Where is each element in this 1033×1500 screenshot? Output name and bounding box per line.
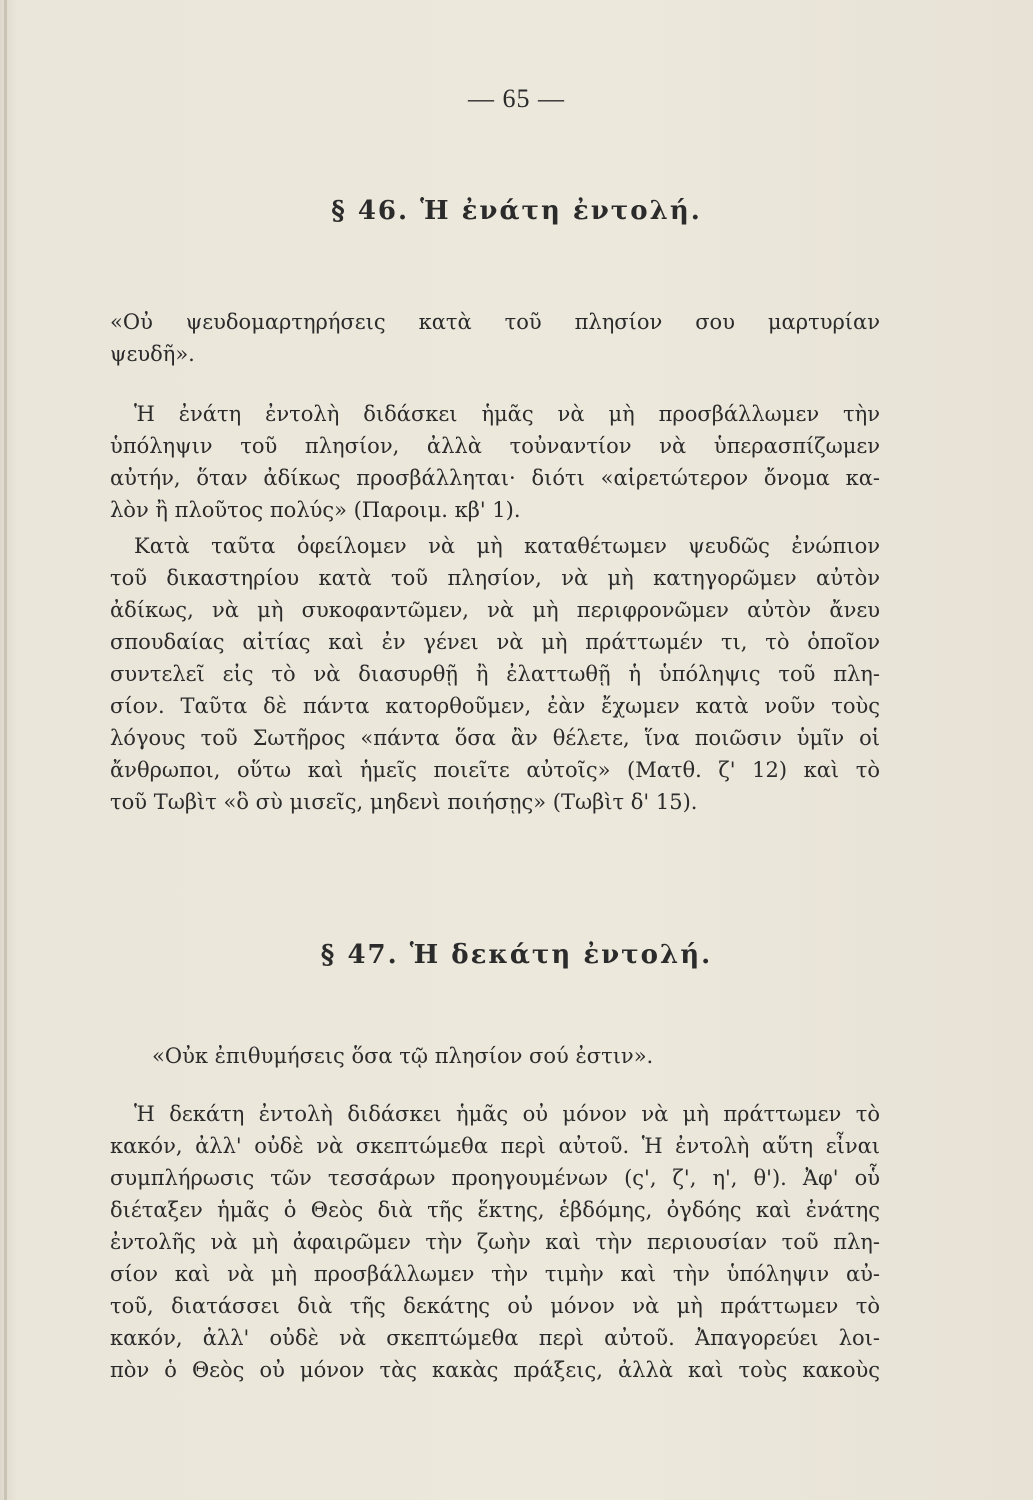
text-line: λόγους τοῦ Σωτῆρος «πάντα ὅσα ἂν θέλετε, ἵνα ποιῶσιν ὑμῖν οἱ — [110, 726, 880, 750]
text-line: ψευδῆ». — [110, 342, 195, 366]
text-line: σίον. Ταῦτα δὲ πάντα κατορθοῦμεν, ἐὰν ἔχωμεν κατὰ νοῦν τοὺς — [110, 694, 880, 718]
text-line: τοῦ Τωβὶτ «ὃ σὺ μισεῖς, μηδενὶ ποιήσῃς» (Τωβὶτ δ' 15). — [110, 790, 698, 814]
text-line: «Οὐ ψευδομαρτηρήσεις κατὰ τοῦ πλησίον σου μαρτυρίαν — [110, 310, 880, 334]
text-line: ἄνθρωποι, οὕτω καὶ ἡμεῖς ποιεῖτε αὐτοῖς» (Ματθ. ζ' 12) καὶ τὸ — [110, 758, 880, 782]
text-line: ἀδίκως, νὰ μὴ συκοφαντῶμεν, νὰ μὴ περιφρονῶμεν αὐτὸν ἄνευ — [110, 598, 880, 622]
text-line: Ἡ ἐνάτη ἐντολὴ διδάσκει ἡμᾶς νὰ μὴ προσβάλλωμεν τὴν — [134, 402, 880, 426]
text-line: κακόν, ἀλλ' οὐδὲ νὰ σκεπτώμεθα περὶ αὐτοῦ. Ἡ ἐντολὴ αὕτη εἶναι — [110, 1134, 880, 1158]
section-47-quote — [110, 1040, 880, 1072]
text-line: σίον καὶ νὰ μὴ προσβάλλωμεν τὴν τιμὴν καὶ τὴν ὑπόληψιν αὐ- — [110, 1262, 880, 1286]
section-47-paragraph-1 — [110, 1098, 880, 1386]
text-line: κακόν, ἀλλ' οὐδὲ νὰ σκεπτώμεθα περὶ αὐτοῦ. Ἀπαγορεύει λοι- — [110, 1326, 880, 1350]
text-line: ὑπόληψιν τοῦ πλησίον, ἀλλὰ τοὐναντίον νὰ ὑπερασπίζωμεν — [110, 434, 880, 458]
text-line: ἐντολῆς νὰ μὴ ἀφαιρῶμεν τὴν ζωὴν καὶ τὴν περιουσίαν τοῦ πλη- — [110, 1230, 880, 1254]
section-47-heading: § 47. Ἡ δεκάτη ἐντολή. — [320, 940, 713, 970]
text-line: τοῦ δικαστηρίου κατὰ τοῦ πλησίον, νὰ μὴ κατηγορῶμεν αὐτὸν — [110, 566, 880, 590]
text-line: συντελεῖ εἰς τὸ νὰ διασυρθῇ ἢ ἐλαττωθῇ ἡ ὑπόληψις τοῦ πλη- — [110, 662, 880, 686]
section-46-heading: § 46. Ἡ ἐνάτη ἐντολή. — [331, 196, 702, 226]
text-line: λὸν ἢ πλοῦτος πολύς» (Παροιμ. κβ' 1). — [110, 498, 521, 522]
text-line: αὐτήν, ὅταν ἀδίκως προσβάλληται· διότι «αἱρετώτερον ὄνομα κα- — [110, 466, 880, 490]
text-line: τοῦ, διατάσσει διὰ τῆς δεκάτης οὐ μόνον νὰ μὴ πράττωμεν τὸ — [110, 1294, 880, 1318]
text-line: συμπλήρωσις τῶν τεσσάρων προηγουμένων (ς', ζ', η', θ'). Ἀφ' οὗ — [110, 1166, 880, 1190]
section-46-paragraph-2 — [110, 530, 880, 818]
text-line: πὸν ὁ Θεὸς οὐ μόνον τὰς κακὰς πράξεις, ἀλλὰ καὶ τοὺς κακοὺς — [110, 1358, 880, 1382]
text-line: Ἡ δεκάτη ἐντολὴ διδάσκει ἡμᾶς οὐ μόνον νὰ μὴ πράττωμεν τὸ — [134, 1102, 880, 1126]
page-number: — 65 — — [468, 84, 565, 113]
section-46-paragraph-1 — [110, 398, 880, 526]
text-line: Κατὰ ταῦτα ὀφείλομεν νὰ μὴ καταθέτωμεν ψευδῶς ἐνώπιον — [134, 534, 880, 558]
text-line: διέταξεν ἡμᾶς ὁ Θεὸς διὰ τῆς ἕκτης, ἑβδόμης, ὀγδόης καὶ ἐνάτης — [110, 1198, 880, 1222]
text-line: σπουδαίας αἰτίας καὶ ἐν γένει νὰ μὴ πράττωμέν τι, τὸ ὁποῖον — [110, 630, 880, 654]
text-line: «Οὐκ ἐπιθυμήσεις ὅσα τῷ πλησίον σού ἐστιν». — [152, 1044, 654, 1068]
section-46-quote — [110, 306, 880, 370]
